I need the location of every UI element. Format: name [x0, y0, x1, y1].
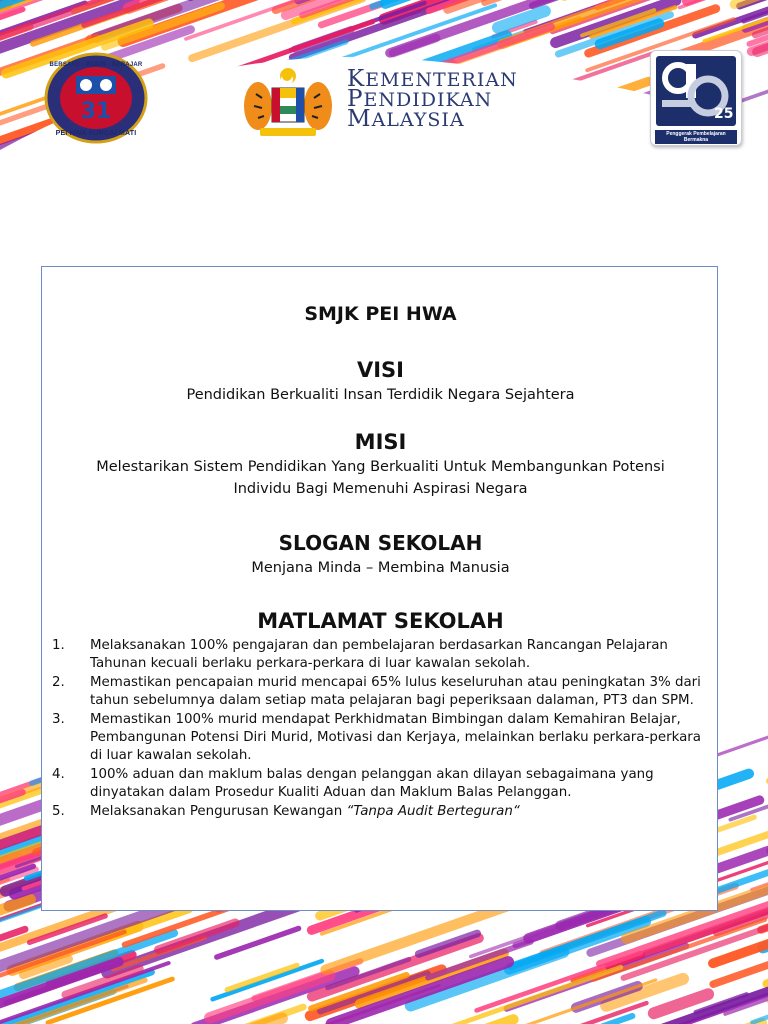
ministry-line-2: PENDIDIKAN: [347, 86, 493, 112]
ts25-logo: [650, 50, 742, 146]
coat-of-arms-logo: [238, 66, 338, 140]
ts25-tagline: Penggerak Pembelajaran Bermakna: [655, 130, 737, 144]
goal-text: Memastikan pencapaian murid mencapai 65% lulus keseluruhan atau peningkatan 3% dari tahun sebelumnya dalam setiap mata pelajaran bagi peperiksaan dalaman, PT3 dan SPM.: [90, 675, 701, 708]
school-logo: [44, 52, 148, 144]
ministry-line-3: MALAYSIA: [347, 106, 465, 132]
goal-item: [52, 637, 702, 673]
ministry-name: [347, 66, 547, 132]
goal-number: 4.: [52, 767, 65, 782]
slogan-heading: SLOGAN SEKOLAH: [278, 531, 483, 555]
school-logo-banner-bottom: PEI HWA SUNGAI MATI: [55, 130, 137, 137]
info-card: [41, 266, 718, 911]
goal-item: [52, 803, 702, 821]
slogan-text: Menjana Minda – Membina Manusia: [251, 560, 510, 576]
misi-text-line-1: Melestarikan Sistem Pendidikan Yang Berkualiti Untuk Membangunkan Potensi: [96, 459, 665, 475]
school-name: SMJK PEI HWA: [304, 303, 457, 325]
goal-text: 100% aduan dan maklum balas dengan pelanggan akan dilayan sebagaimana yang dinyatakan dalam Prosedur Kualiti Aduan dan Maklum Balas Pelanggan.: [90, 767, 654, 800]
goal-text: Melaksanakan Pengurusan Kewangan: [90, 804, 343, 819]
goal-number: 1.: [52, 638, 65, 653]
goal-item: [52, 674, 702, 710]
goals-list: [52, 637, 702, 822]
misi-heading: MISI: [354, 430, 407, 454]
misi-text-line-2: Individu Bagi Memenuhi Aspirasi Negara: [233, 481, 528, 497]
goal-text: Melaksanakan 100% pengajaran dan pembelajaran berdasarkan Rancangan Pelajaran Tahunan kecuali berlaku perkara-perkara di luar kawalan sekolah.: [90, 638, 668, 671]
goal-text: Memastikan 100% murid mendapat Perkhidmatan Bimbingan dalam Kemahiran Belajar, Pembangunan Potensi Diri Murid, Motivasi dan Kerjaya, melainkan berlaku perkara-perkara di luar kawalan sekolah.: [90, 712, 702, 763]
ts25-number: 25: [714, 106, 734, 122]
goal-item: [52, 711, 702, 765]
ministry-line-1: KEMENTERIAN: [347, 66, 518, 92]
decorative-stripe: [567, 53, 654, 83]
svg-text:31: 31: [80, 99, 112, 124]
goal-item: [52, 766, 702, 802]
school-logo-banner-top: BERSATU · JUJUR · BERAJAR: [49, 62, 143, 68]
visi-text: Pendidikan Berkualiti Insan Terdidik Negara Sejahtera: [186, 387, 575, 403]
matlamat-heading: MATLAMAT SEKOLAH: [257, 609, 504, 633]
goal-text-italic: “Tanpa Audit Berteguran“: [346, 804, 520, 819]
goal-number: 3.: [52, 712, 65, 727]
goal-number: 2.: [52, 675, 65, 690]
visi-heading: VISI: [356, 358, 404, 382]
goal-number: 5.: [52, 804, 65, 819]
